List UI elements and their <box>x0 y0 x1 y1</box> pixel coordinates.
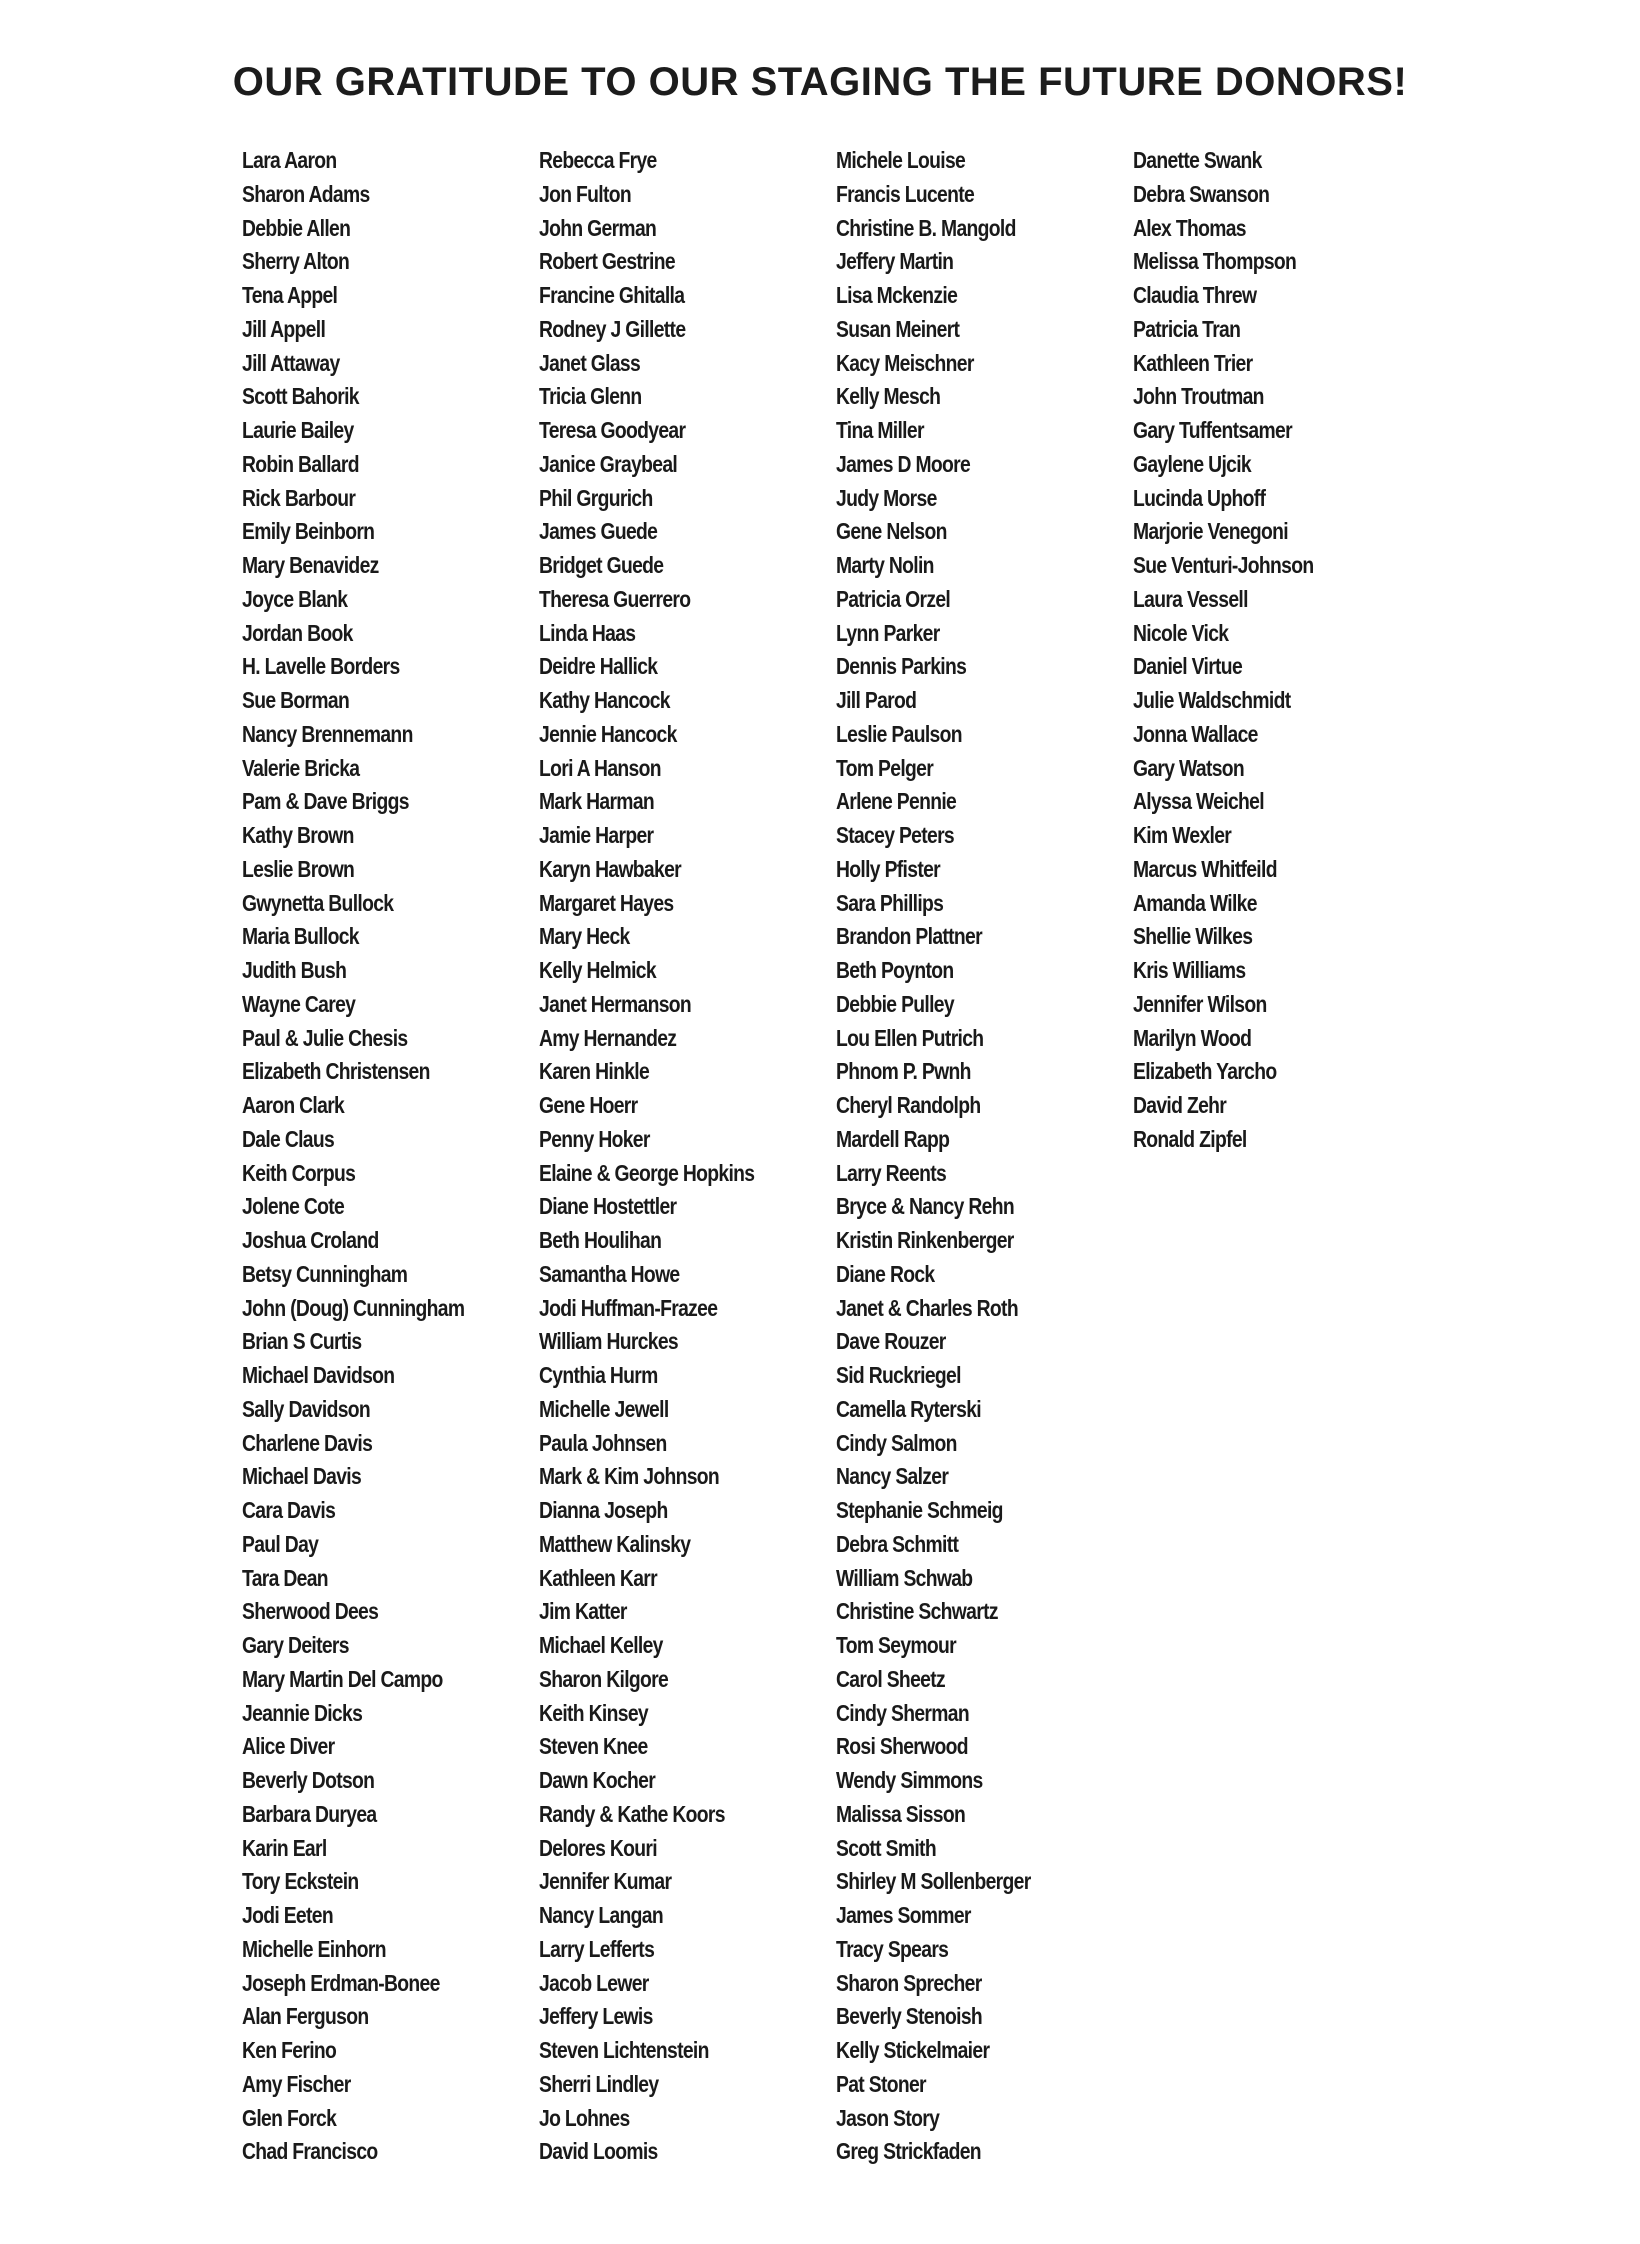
donor-name: Margaret Hayes <box>539 889 674 916</box>
donor-name: Dennis Parkins <box>836 653 967 680</box>
donor-name: Paul & Julie Chesis <box>242 1024 408 1051</box>
donor-name: Phnom P. Pwnh <box>836 1058 971 1085</box>
donor-name: Beverly Stenoish <box>836 2003 983 2030</box>
donor-name: Shirley M Sollenberger <box>836 1868 1031 1895</box>
donor-name: Susan Meinert <box>836 315 960 342</box>
donor-name: Camella Ryterski <box>836 1395 981 1422</box>
donor-name: Malissa Sisson <box>836 1800 966 1827</box>
donor-name: Larry Lefferts <box>539 1935 655 1962</box>
donor-name: James Sommer <box>836 1902 971 1928</box>
donor-column-3 <box>836 144 1132 2169</box>
donor-name: Marty Nolin <box>836 552 934 578</box>
donor-name: Jamie Harper <box>539 822 654 848</box>
donor-name: Debra Swanson <box>1133 180 1270 207</box>
donor-name: Brandon Plattner <box>836 923 982 950</box>
donor-name: Sherri Lindley <box>539 2070 659 2097</box>
donor-name: Jodi Eeten <box>242 1902 333 1928</box>
donor-name: Scott Bahorik <box>242 383 359 410</box>
donor-name: Tara Dean <box>242 1564 328 1591</box>
donor-name: Gaylene Ujcik <box>1133 450 1251 477</box>
donor-name: Jennifer Wilson <box>1133 990 1267 1017</box>
donor-name: Linda Haas <box>539 619 636 646</box>
donor-columns <box>0 144 1640 2164</box>
donor-name: Emily Beinborn <box>242 518 375 545</box>
donor-name: Michael Davis <box>242 1463 362 1490</box>
donor-name: Lou Ellen Putrich <box>836 1024 984 1051</box>
donor-name: Chad Francisco <box>242 2138 378 2165</box>
donor-name: Diane Rock <box>836 1260 935 1287</box>
donor-name: Gary Deiters <box>242 1632 349 1658</box>
donor-name: Nancy Brennemann <box>242 720 413 747</box>
donor-name: Francine Ghitalla <box>539 282 685 308</box>
donor-name: Jacob Lewer <box>539 1969 649 1996</box>
donor-name: Claudia Threw <box>1133 282 1257 308</box>
donor-name: Janet Hermanson <box>539 990 692 1017</box>
donor-name: Michele Louise <box>836 147 966 173</box>
donor-name: Karin Earl <box>242 1834 327 1861</box>
donor-name: Shellie Wilkes <box>1133 923 1253 950</box>
donor-name: Valerie Bricka <box>242 754 360 781</box>
donor-name: Michelle Einhorn <box>242 1935 386 1962</box>
donor-name: Marjorie Venegoni <box>1133 518 1288 545</box>
donor-name: Gary Tuffentsamer <box>1133 417 1292 443</box>
donor-name: Cindy Sherman <box>836 1699 969 1726</box>
donor-name: Tory Eckstein <box>242 1868 359 1895</box>
donor-name: Stacey Peters <box>836 822 955 848</box>
donor-name: Jill Parod <box>836 687 917 713</box>
donor-name: Mary Heck <box>539 923 630 950</box>
donor-name: Carol Sheetz <box>836 1665 945 1692</box>
donor-name: Jeffery Lewis <box>539 2003 653 2030</box>
donor-name: Holly Pfister <box>836 855 941 882</box>
donor-name: Elizabeth Yarcho <box>1133 1058 1277 1085</box>
donor-name: Paula Johnsen <box>539 1429 667 1456</box>
donor-name: Pat Stoner <box>836 2070 926 2097</box>
donor-name: Karyn Hawbaker <box>539 855 682 882</box>
donor-name: Sid Ruckriegel <box>836 1362 961 1388</box>
donor-name: Michelle Jewell <box>539 1395 669 1422</box>
donor-name: Elaine & George Hopkins <box>539 1159 755 1186</box>
donor-name: Matthew Kalinsky <box>539 1530 691 1557</box>
donor-name: Larry Reents <box>836 1159 947 1186</box>
donor-name: Delores Kouri <box>539 1834 657 1861</box>
donor-name: Beth Houlihan <box>539 1227 662 1253</box>
donor-name: Beverly Dotson <box>242 1767 375 1793</box>
donor-name: Sara Phillips <box>836 889 944 916</box>
donor-name: James Guede <box>539 518 658 545</box>
donor-name: Deidre Hallick <box>539 653 658 680</box>
donor-name: Wendy Simmons <box>836 1767 983 1793</box>
donor-name: Sharon Kilgore <box>539 1665 669 1692</box>
donor-name: Laura Vessell <box>1133 585 1248 612</box>
donor-name: Jeannie Dicks <box>242 1699 363 1726</box>
donor-name: Patricia Tran <box>1133 315 1241 342</box>
donor-name: Robin Ballard <box>242 450 359 477</box>
donor-name: Wayne Carey <box>242 990 356 1017</box>
donor-name: Jennifer Kumar <box>539 1868 672 1895</box>
donor-name: Dawn Kocher <box>539 1767 656 1793</box>
donor-name: Gene Hoerr <box>539 1092 638 1118</box>
donor-name: Julie Waldschmidt <box>1133 687 1291 713</box>
donor-name: Arlene Pennie <box>836 788 957 815</box>
donor-name: Tom Pelger <box>836 754 934 781</box>
donor-name: Jason Story <box>836 2104 940 2131</box>
donor-name: Gwynetta Bullock <box>242 889 394 916</box>
donor-name: Janice Graybeal <box>539 450 678 477</box>
donor-name: Ken Ferino <box>242 2037 337 2063</box>
donor-name: Jim Katter <box>539 1598 627 1625</box>
donor-name: Bryce & Nancy Rehn <box>836 1193 1014 1220</box>
donor-name: James D Moore <box>836 450 971 477</box>
donor-name: Jennie Hancock <box>539 720 677 747</box>
donor-name: Elizabeth Christensen <box>242 1058 430 1085</box>
donor-name: Kathleen Karr <box>539 1564 657 1591</box>
donor-name: Kristin Rinkenberger <box>836 1227 1014 1253</box>
donor-name: Kelly Helmick <box>539 957 656 983</box>
donor-name: Steven Lichtenstein <box>539 2037 709 2063</box>
donor-name: Mark & Kim Johnson <box>539 1463 720 1490</box>
donor-name: Tracy Spears <box>836 1935 949 1962</box>
donor-name: Randy & Kathe Koors <box>539 1800 725 1827</box>
donor-name: Samantha Howe <box>539 1260 680 1287</box>
donor-name: Nancy Salzer <box>836 1463 949 1490</box>
donor-name: Karen Hinkle <box>539 1058 650 1085</box>
donor-name: Jeffery Martin <box>836 248 954 275</box>
donor-name: Kathy Brown <box>242 822 354 848</box>
donor-name: Judith Bush <box>242 957 347 983</box>
donor-name: Kacy Meischner <box>836 349 974 376</box>
donor-name: Janet & Charles Roth <box>836 1294 1018 1321</box>
donor-column-4 <box>1133 144 1429 1157</box>
donor-name: Judy Morse <box>836 484 937 511</box>
donor-name: Michael Kelley <box>539 1632 663 1658</box>
donor-name: Cheryl Randolph <box>836 1092 981 1118</box>
donor-name: Rosi Sherwood <box>836 1733 968 1760</box>
donor-name: Laurie Bailey <box>242 417 354 443</box>
donor-name: Kelly Stickelmaier <box>836 2037 990 2063</box>
donor-name: Jill Appell <box>242 315 326 342</box>
donor-name: Marilyn Wood <box>1133 1024 1252 1051</box>
donor-name: Paul Day <box>242 1530 319 1557</box>
donor-name: Dale Claus <box>242 1125 335 1152</box>
donor-name: Sherry Alton <box>242 248 350 275</box>
donor-name: Beth Poynton <box>836 957 954 983</box>
donor-column-2 <box>539 144 835 2169</box>
donor-name: Cindy Salmon <box>836 1429 957 1456</box>
donor-name: Barbara Duryea <box>242 1800 377 1827</box>
donor-name: Amy Hernandez <box>539 1024 677 1051</box>
donor-name: Christine Schwartz <box>836 1598 998 1625</box>
donor-name: Rebecca Frye <box>539 147 657 173</box>
donor-name: Jill Attaway <box>242 349 340 376</box>
donor-name: Penny Hoker <box>539 1125 650 1152</box>
donor-name: Steven Knee <box>539 1733 648 1760</box>
donor-name: Patricia Orzel <box>836 585 951 612</box>
donor-name: Rodney J Gillette <box>539 315 686 342</box>
donor-name: Sharon Adams <box>242 180 370 207</box>
donor-name: Glen Forck <box>242 2104 337 2131</box>
donor-name: Joseph Erdman-Bonee <box>242 1969 440 1996</box>
donor-name: Nicole Vick <box>1133 619 1229 646</box>
donor-name: Teresa Goodyear <box>539 417 686 443</box>
donor-name: Melissa Thompson <box>1133 248 1297 275</box>
donor-name: Tena Appel <box>242 282 338 308</box>
donor-name: Francis Lucente <box>836 180 975 207</box>
donor-name: William Hurckes <box>539 1328 679 1355</box>
donor-name: Theresa Guerrero <box>539 585 691 612</box>
page-title: OUR GRATITUDE TO OUR STAGING THE FUTURE DONORS! <box>232 60 1408 104</box>
donor-name: Pam & Dave Briggs <box>242 788 409 815</box>
donor-name: Danette Swank <box>1133 147 1262 173</box>
donor-name: Diane Hostettler <box>539 1193 677 1220</box>
donor-name: Debra Schmitt <box>836 1530 959 1557</box>
donor-name: Lori A Hanson <box>539 754 661 781</box>
donor-name: Lucinda Uphoff <box>1133 484 1266 511</box>
donor-name: Gene Nelson <box>836 518 947 545</box>
donor-name: Alan Ferguson <box>242 2003 369 2030</box>
donor-name: Mark Harman <box>539 788 655 815</box>
donor-name: Alex Thomas <box>1133 214 1246 241</box>
donor-name: Sue Borman <box>242 687 350 713</box>
donor-name: Lara Aaron <box>242 147 337 173</box>
donor-name: H. Lavelle Borders <box>242 653 400 680</box>
donor-name: Ronald Zipfel <box>1133 1125 1247 1152</box>
donor-name: Amanda Wilke <box>1133 889 1257 916</box>
donor-name: Keith Kinsey <box>539 1699 648 1726</box>
donor-name: Kelly Mesch <box>836 383 941 410</box>
donor-name: Alice Diver <box>242 1733 335 1760</box>
donor-name: Cynthia Hurm <box>539 1362 658 1388</box>
donor-name: Lisa Mckenzie <box>836 282 958 308</box>
donor-name: Michael Davidson <box>242 1362 395 1388</box>
donor-name: Kathy Hancock <box>539 687 670 713</box>
donor-name: Kathleen Trier <box>1133 349 1253 376</box>
donor-name: Jordan Book <box>242 619 353 646</box>
donor-name: Janet Glass <box>539 349 641 376</box>
donor-name: Joyce Blank <box>242 585 348 612</box>
donor-name: Robert Gestrine <box>539 248 675 275</box>
donor-name: Gary Watson <box>1133 754 1245 781</box>
donor-name: William Schwab <box>836 1564 973 1591</box>
donor-name: Alyssa Weichel <box>1133 788 1264 815</box>
donor-name: Daniel Virtue <box>1133 653 1243 680</box>
donor-name: Leslie Paulson <box>836 720 962 747</box>
donor-name: Phil Grgurich <box>539 484 653 511</box>
donor-name: Brian S Curtis <box>242 1328 362 1355</box>
donor-name: Keith Corpus <box>242 1159 356 1186</box>
donor-name: Scott Smith <box>836 1834 936 1861</box>
donor-name: Jodi Huffman-Frazee <box>539 1294 718 1321</box>
donor-name: Aaron Clark <box>242 1092 345 1118</box>
donor-name: Amy Fischer <box>242 2070 351 2097</box>
donor-name: Christine B. Mangold <box>836 214 1016 241</box>
donor-name: Mardell Rapp <box>836 1125 950 1152</box>
donor-name: Jonna Wallace <box>1133 720 1258 747</box>
donor-name: John German <box>539 214 657 241</box>
donor-name: Bridget Guede <box>539 552 664 578</box>
donor-name: Mary Martin Del Campo <box>242 1665 443 1692</box>
donor-name: Sharon Sprecher <box>836 1969 982 1996</box>
donor-name: Sally Davidson <box>242 1395 371 1422</box>
donor-name: Sue Venturi-Johnson <box>1133 552 1314 578</box>
donor-name: Tina Miller <box>836 417 924 443</box>
donor-name: Kim Wexler <box>1133 822 1232 848</box>
donor-name: Nancy Langan <box>539 1902 663 1928</box>
donor-name: Maria Bullock <box>242 923 359 950</box>
donor-name: John (Doug) Cunningham <box>242 1294 465 1321</box>
donor-name: Jo Lohnes <box>539 2104 630 2131</box>
donor-name: Joshua Croland <box>242 1227 379 1253</box>
donor-name: Dianna Joseph <box>539 1497 668 1523</box>
donor-name: Sherwood Dees <box>242 1598 379 1625</box>
donor-name: Stephanie Schmeig <box>836 1497 1003 1523</box>
donor-name: Tom Seymour <box>836 1632 957 1658</box>
donor-name: Jolene Cote <box>242 1193 345 1220</box>
donor-column-1 <box>242 144 538 2169</box>
donor-name: Greg Strickfaden <box>836 2138 981 2165</box>
donor-name: Jon Fulton <box>539 180 632 207</box>
donor-name: Debbie Allen <box>242 214 351 241</box>
donor-name: Lynn Parker <box>836 619 940 646</box>
donor-name: John Troutman <box>1133 383 1264 410</box>
donor-name: Dave Rouzer <box>836 1328 946 1355</box>
donor-name: David Zehr <box>1133 1092 1227 1118</box>
donor-name: Tricia Glenn <box>539 383 642 410</box>
donor-name: Rick Barbour <box>242 484 356 511</box>
donor-name: Leslie Brown <box>242 855 355 882</box>
donor-name: Marcus Whitfeild <box>1133 855 1277 882</box>
donor-name: Charlene Davis <box>242 1429 373 1456</box>
donor-name: Debbie Pulley <box>836 990 954 1017</box>
donor-name: David Loomis <box>539 2138 658 2165</box>
donor-name: Cara Davis <box>242 1497 336 1523</box>
donor-name: Betsy Cunningham <box>242 1260 408 1287</box>
donor-name: Mary Benavidez <box>242 552 379 578</box>
donor-name: Kris Williams <box>1133 957 1246 983</box>
